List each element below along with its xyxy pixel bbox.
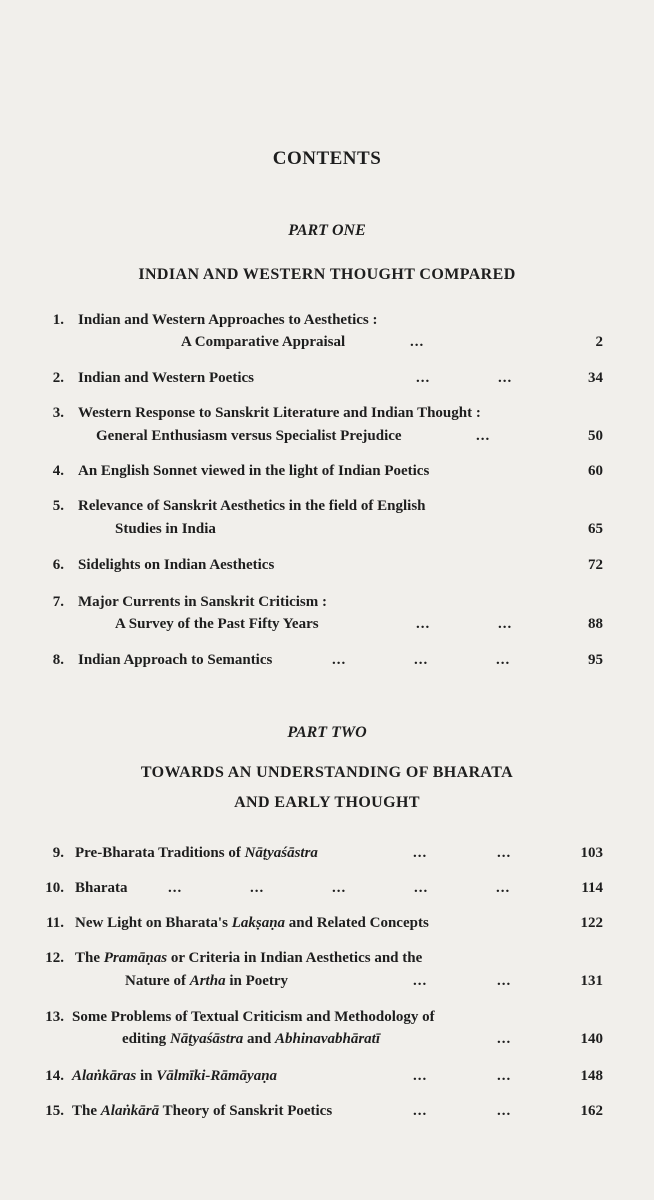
leader-dots: ... bbox=[496, 652, 511, 668]
leader-dots: ... bbox=[413, 845, 428, 861]
part-two-heading-line1: TOWARDS AN UNDERSTANDING OF BHARATA bbox=[140, 764, 514, 781]
entry-title-cont: General Enthusiasm versus Specialist Prejudice bbox=[96, 428, 402, 444]
toc-entry-13[interactable] bbox=[0, 1009, 654, 1033]
page-title: CONTENTS bbox=[272, 148, 382, 169]
entry-title-text: The bbox=[75, 950, 104, 966]
leader-dots: ... bbox=[413, 973, 428, 989]
entry-title-text: in bbox=[136, 1068, 157, 1084]
page-number: 122 bbox=[580, 915, 603, 931]
toc-entry-12[interactable] bbox=[0, 950, 654, 974]
entry-number: 7. bbox=[52, 594, 64, 610]
entry-number: 6. bbox=[52, 557, 64, 573]
entry-title-italic: Abhinavabhāratī bbox=[274, 1031, 380, 1047]
entry-number: 10. bbox=[45, 880, 64, 896]
page-number: 60 bbox=[588, 463, 603, 479]
toc-entry-13-cont[interactable] bbox=[0, 1031, 654, 1055]
entry-number: 9. bbox=[52, 845, 64, 861]
entry-title-text: in Poetry bbox=[225, 973, 289, 989]
page-number: 65 bbox=[588, 521, 603, 537]
page-number: 34 bbox=[588, 370, 603, 386]
toc-entry-8[interactable] bbox=[0, 652, 654, 676]
leader-dots: ... bbox=[413, 1068, 428, 1084]
leader-dots: ... bbox=[332, 880, 347, 896]
toc-entry-5[interactable] bbox=[0, 498, 654, 522]
entry-number: 8. bbox=[52, 652, 64, 668]
leader-dots: ... bbox=[416, 370, 431, 386]
leader-dots: ... bbox=[476, 428, 491, 444]
entry-title-text: New Light on Bharata's bbox=[75, 915, 232, 931]
entry-title-text: The bbox=[72, 1103, 101, 1119]
entry-title bbox=[72, 1103, 332, 1120]
entry-title: Indian Approach to Semantics bbox=[78, 652, 273, 668]
entry-title-cont bbox=[122, 1031, 380, 1048]
toc-entry-10[interactable] bbox=[0, 880, 654, 904]
page-number: 162 bbox=[580, 1103, 603, 1119]
entry-title-cont: A Survey of the Past Fifty Years bbox=[115, 616, 319, 632]
toc-entry-7-cont[interactable] bbox=[0, 616, 654, 640]
entry-number: 15. bbox=[45, 1103, 64, 1119]
entry-title-cont bbox=[125, 973, 288, 990]
entry-title-text: and bbox=[243, 1031, 275, 1047]
entry-title-text: Nature of bbox=[125, 973, 190, 989]
toc-entry-12-cont[interactable] bbox=[0, 973, 654, 997]
leader-dots: ... bbox=[498, 370, 513, 386]
toc-entry-5-cont[interactable] bbox=[0, 521, 654, 545]
leader-dots: ... bbox=[496, 880, 511, 896]
entry-title: An English Sonnet viewed in the light of Indian Poetics bbox=[78, 463, 430, 479]
entry-title-italic: Nāṭyaśāstra bbox=[169, 1031, 244, 1047]
leader-dots: ... bbox=[168, 880, 183, 896]
entry-title-text: and Related Concepts bbox=[285, 915, 429, 931]
entry-title: Major Currents in Sanskrit Criticism : bbox=[78, 594, 328, 610]
entry-number: 3. bbox=[52, 405, 64, 421]
leader-dots: ... bbox=[498, 616, 513, 632]
entry-number: 14. bbox=[45, 1068, 64, 1084]
toc-entry-3-cont[interactable] bbox=[0, 428, 654, 452]
entry-title-italic: Vālmīki-Rāmāyaṇa bbox=[156, 1068, 278, 1084]
entry-title-cont: Studies in India bbox=[115, 521, 216, 537]
page-number: 148 bbox=[580, 1068, 603, 1084]
entry-title-italic: Nāṭyaśāstra bbox=[244, 845, 318, 861]
page-number: 103 bbox=[580, 845, 603, 861]
entry-title-text: Pre-Bharata Traditions of bbox=[75, 845, 245, 861]
page-number: 72 bbox=[588, 557, 603, 573]
leader-dots: ... bbox=[497, 1103, 512, 1119]
entry-title-italic: Alaṅkāras bbox=[72, 1068, 137, 1084]
entry-number: 4. bbox=[52, 463, 64, 479]
entry-number: 1. bbox=[52, 312, 64, 328]
page-number: 50 bbox=[588, 428, 603, 444]
leader-dots: ... bbox=[414, 880, 429, 896]
leader-dots: ... bbox=[497, 973, 512, 989]
entry-title-cont: A Comparative Appraisal bbox=[181, 334, 346, 350]
leader-dots: ... bbox=[410, 334, 425, 350]
leader-dots: ... bbox=[413, 1103, 428, 1119]
entry-title-italic: Alaṅkārā bbox=[100, 1103, 160, 1119]
leader-dots: ... bbox=[497, 1068, 512, 1084]
entry-number: 12. bbox=[45, 950, 64, 966]
entry-title: Indian and Western Approaches to Aesthetics : bbox=[78, 312, 378, 328]
toc-entry-7[interactable] bbox=[0, 594, 654, 618]
page-number: 2 bbox=[595, 334, 603, 350]
toc-entry-11[interactable] bbox=[0, 915, 654, 939]
entry-number: 11. bbox=[46, 915, 64, 931]
entry-number: 2. bbox=[52, 370, 64, 386]
entry-title: Sidelights on Indian Aesthetics bbox=[78, 557, 275, 573]
toc-entry-4[interactable] bbox=[0, 463, 654, 487]
part-one-label: PART ONE bbox=[288, 222, 366, 239]
toc-entry-15[interactable] bbox=[0, 1103, 654, 1127]
entry-title: Bharata bbox=[75, 880, 128, 896]
page-number: 95 bbox=[588, 652, 603, 668]
toc-entry-9[interactable] bbox=[0, 845, 654, 869]
leader-dots: ... bbox=[414, 652, 429, 668]
entry-number: 5. bbox=[52, 498, 64, 514]
toc-entry-1[interactable] bbox=[0, 312, 654, 336]
entry-title: Western Response to Sanskrit Literature and Indian Thought : bbox=[78, 405, 481, 421]
entry-title-italic: Artha bbox=[189, 973, 226, 989]
part-two-heading-line2: AND EARLY THOUGHT bbox=[234, 794, 420, 811]
toc-entry-3[interactable] bbox=[0, 405, 654, 429]
leader-dots: ... bbox=[497, 845, 512, 861]
entry-title: Some Problems of Textual Criticism and Methodology of bbox=[72, 1009, 435, 1025]
page-number: 114 bbox=[581, 880, 603, 896]
entry-title-text: Theory of Sanskrit Poetics bbox=[159, 1103, 333, 1119]
entry-title bbox=[75, 950, 422, 967]
entry-title bbox=[75, 845, 318, 862]
entry-title-text: editing bbox=[122, 1031, 170, 1047]
toc-entry-14[interactable] bbox=[0, 1068, 654, 1092]
part-two-label: PART TWO bbox=[287, 724, 367, 741]
entry-title-text: or Criteria in Indian Aesthetics and the bbox=[167, 950, 423, 966]
part-one-heading: INDIAN AND WESTERN THOUGHT COMPARED bbox=[138, 266, 516, 283]
entry-title-italic: Lakṣaṇa bbox=[231, 915, 286, 931]
page-number: 131 bbox=[580, 973, 603, 989]
toc-entry-2[interactable] bbox=[0, 370, 654, 394]
leader-dots: ... bbox=[497, 1031, 512, 1047]
page-number: 88 bbox=[588, 616, 603, 632]
leader-dots: ... bbox=[416, 616, 431, 632]
toc-entry-6[interactable] bbox=[0, 557, 654, 581]
entry-title: Relevance of Sanskrit Aesthetics in the field of English bbox=[78, 498, 426, 514]
entry-title: Indian and Western Poetics bbox=[78, 370, 254, 386]
leader-dots: ... bbox=[332, 652, 347, 668]
leader-dots: ... bbox=[250, 880, 265, 896]
entry-title-italic: Pramāṇas bbox=[103, 950, 168, 966]
entry-title bbox=[72, 1068, 277, 1085]
entry-title bbox=[75, 915, 429, 932]
page-number: 140 bbox=[580, 1031, 603, 1047]
entry-number: 13. bbox=[45, 1009, 64, 1025]
toc-entry-1-cont[interactable] bbox=[0, 334, 654, 358]
